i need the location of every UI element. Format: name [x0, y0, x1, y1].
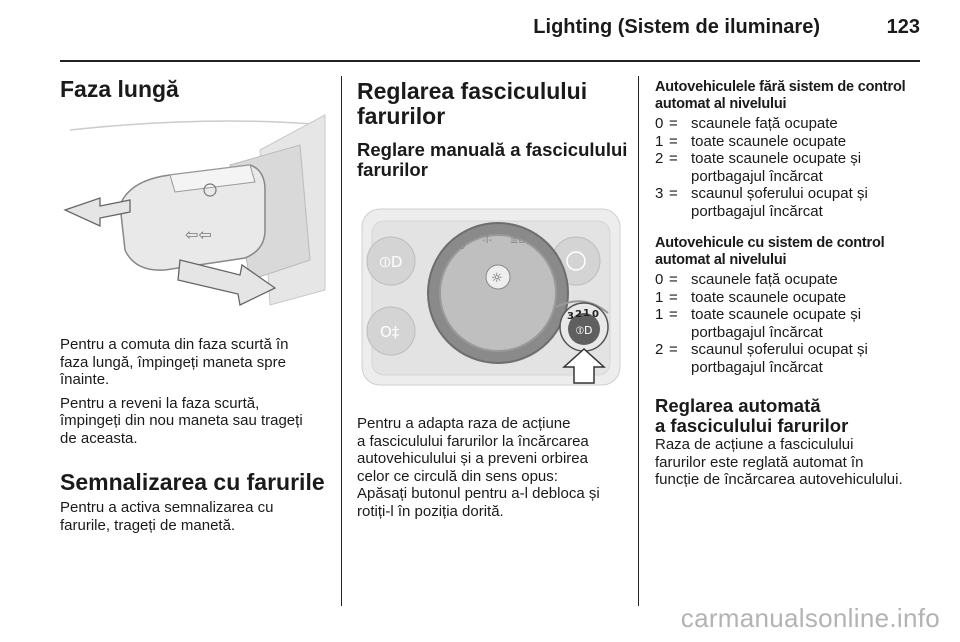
- section-heading-flash: Semnalizarea cu farurile: [60, 469, 325, 495]
- col1-body-2: [60, 499, 335, 534]
- switch-label-3: 3: [567, 311, 574, 322]
- col3-block-b: [655, 235, 945, 376]
- svg-text:-ꟾ-: -ꟾ-: [482, 235, 493, 246]
- paragraph-line: Pentru a reveni la faza scurtă,: [60, 394, 260, 412]
- subheading-line: Reglarea automată: [655, 395, 821, 416]
- svg-text:☼: ☼: [491, 271, 503, 286]
- svg-text:≣D: ≣D: [510, 235, 527, 246]
- header-rule: [60, 60, 920, 62]
- svg-text:O‡: O‡: [380, 323, 400, 341]
- list-item: 2 = scaunul șoferului ocupat și: [655, 341, 868, 358]
- paragraph-line: faza lungă, împingeți maneta spre: [60, 353, 286, 371]
- paragraph-line: funcție de încărcarea autovehiculului.: [655, 471, 903, 488]
- subheading-line: Reglare manuală a fasciculului: [357, 139, 628, 160]
- list-item: 1 = toate scaunele ocupate: [655, 132, 847, 150]
- list-item-continuation: portbagajul încărcat: [691, 202, 823, 220]
- column-divider-2: [638, 76, 639, 606]
- watermark: carmanualsonline.info: [680, 603, 940, 633]
- headlight-switch-illustration: [358, 197, 623, 400]
- list-item-continuation: portbagajul încărcat: [691, 358, 823, 376]
- subheading-manual-range: [357, 140, 627, 180]
- high-beam-lever-illustration: [60, 110, 330, 320]
- list-heading-line: Autovehiculele fără sistem de control: [655, 79, 906, 95]
- paragraph-line: rotiți-l în poziția dorită.: [357, 502, 504, 520]
- section-heading-headlight-range: [357, 79, 587, 129]
- col3-block-c: [655, 396, 945, 489]
- list-item: 0 = scaunele față ocupate: [655, 115, 838, 132]
- list-item-continuation: portbagajul încărcat: [691, 323, 823, 341]
- list-item: 1 = toate scaunele ocupate: [655, 288, 847, 306]
- list-item: 1 = toate scaunele ocupate și: [655, 306, 862, 323]
- paragraph-line: farurilor este reglată automat în: [655, 453, 864, 471]
- column-divider-1: [341, 76, 342, 606]
- subheading-line: a fasciculului farurilor: [655, 415, 849, 436]
- switch-label-2: 2: [575, 309, 582, 320]
- list-heading-line: automat al nivelului: [655, 96, 787, 112]
- paragraph-line: înainte.: [60, 371, 110, 388]
- list-heading-line: Autovehicule cu sistem de control: [655, 235, 885, 251]
- heading-line: Reglarea fasciculului: [357, 78, 588, 104]
- list-heading-line: automat al nivelului: [655, 252, 787, 268]
- running-header-title: Lighting (Sistem de iluminare): [533, 16, 820, 38]
- paragraph-line: Pentru a activa semnalizarea cu: [60, 499, 274, 516]
- paragraph-line: a fasciculului farurilor la încărcarea: [357, 432, 589, 450]
- col2-body: [357, 415, 635, 520]
- switch-label-1: 1: [583, 308, 590, 319]
- paragraph-line: de aceasta.: [60, 429, 138, 447]
- list-item: 3 = scaunul șoferului ocupat și: [655, 185, 868, 202]
- paragraph-line: Raza de acțiune a fasciculului: [655, 436, 854, 453]
- paragraph-line: autovehiculului și a preveni orbirea: [357, 450, 588, 467]
- svg-text:⇦⇦: ⇦⇦: [185, 225, 212, 244]
- paragraph-line: Pentru a adapta raza de acțiune: [357, 415, 571, 432]
- heading-line: farurilor: [357, 103, 446, 129]
- paragraph-line: împingeți din nou maneta sau trageți: [60, 412, 303, 429]
- switch-label-zero: 0: [459, 241, 466, 252]
- svg-text:⦶D: ⦶D: [380, 253, 403, 271]
- col1-body-1: [60, 336, 335, 447]
- lever-svg: [60, 110, 330, 320]
- switch-label-0: 0: [592, 309, 599, 320]
- list-item-continuation: portbagajul încărcat: [691, 167, 823, 185]
- paragraph-line: Pentru a comuta din faza scurtă în: [60, 336, 289, 353]
- section-heading-high-beam: Faza lungă: [60, 76, 179, 102]
- svg-text:⦶D: ⦶D: [576, 324, 593, 337]
- switch-svg: [358, 197, 623, 400]
- subheading-line: farurilor: [357, 159, 428, 180]
- list-item: 2 = toate scaunele ocupate și: [655, 150, 862, 167]
- col3-block-a: [655, 79, 945, 220]
- paragraph-line: farurile, trageți de manetă.: [60, 516, 236, 534]
- paragraph-line: celor ce circulă din sens opus:: [357, 467, 558, 485]
- list-item: 0 = scaunele față ocupate: [655, 271, 838, 288]
- paragraph-line: Apăsați butonul pentru a-l debloca și: [357, 485, 600, 502]
- page-number: 123: [886, 16, 920, 38]
